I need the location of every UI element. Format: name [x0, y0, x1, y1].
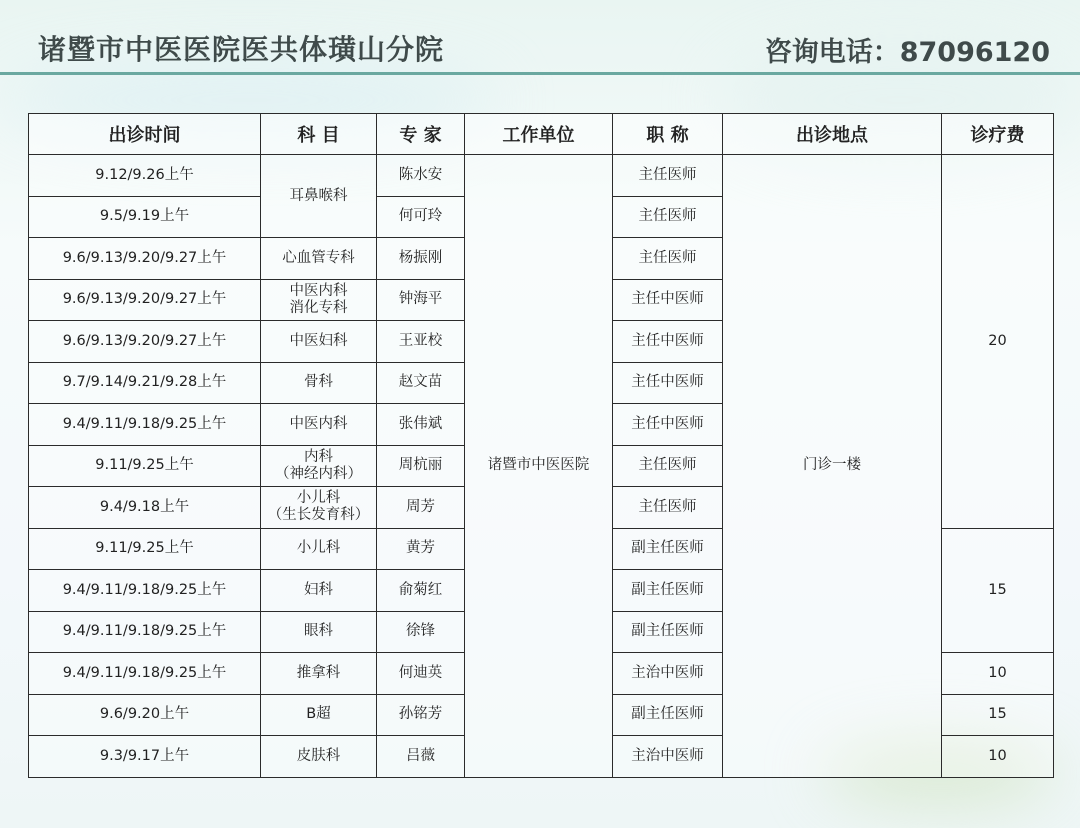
- title-cell: 主任医师: [613, 155, 723, 197]
- expert-cell: 陈水安: [377, 155, 465, 197]
- consult-phone: 咨询电话：87096120: [764, 37, 1050, 68]
- fee-cell: 10: [942, 736, 1054, 778]
- title-cell: 副主任医师: [613, 528, 723, 570]
- title-cell: 主任中医师: [613, 321, 723, 363]
- department-cell: 中医妇科: [261, 321, 377, 363]
- page-title: 诸暨市中医医院医共体璜山分院: [38, 33, 445, 66]
- title-cell: 副主任医师: [613, 694, 723, 736]
- expert-cell: 钟海平: [377, 279, 465, 321]
- page-header: [0, 0, 1080, 74]
- title-cell: 主任中医师: [613, 404, 723, 446]
- department-cell: [261, 487, 377, 529]
- department-cell: 妇科: [261, 570, 377, 612]
- expert-cell: 张伟斌: [377, 404, 465, 446]
- department-subline: （神经内科）: [275, 465, 362, 482]
- department-cell: 推拿科: [261, 653, 377, 695]
- time-cell: 9.11/9.25上午: [29, 528, 261, 570]
- time-cell: 9.5/9.19上午: [29, 196, 261, 238]
- expert-cell: 何可玲: [377, 196, 465, 238]
- schedule-table: [28, 113, 1054, 778]
- header-location: 出诊地点: [723, 114, 942, 155]
- fee-cell: 15: [942, 528, 1054, 653]
- title-cell: 主任医师: [613, 445, 723, 487]
- header-work-unit: 工作单位: [465, 114, 613, 155]
- time-cell: 9.4/9.11/9.18/9.25上午: [29, 404, 261, 446]
- expert-cell: 俞菊红: [377, 570, 465, 612]
- department-cell: 皮肤科: [261, 736, 377, 778]
- department-cell: 骨科: [261, 362, 377, 404]
- time-cell: 9.12/9.26上午: [29, 155, 261, 197]
- expert-cell: 何迪英: [377, 653, 465, 695]
- expert-cell: 赵文苗: [377, 362, 465, 404]
- table-row: [29, 155, 1054, 197]
- expert-cell: 吕薇: [377, 736, 465, 778]
- title-cell: 主治中医师: [613, 736, 723, 778]
- department-line: 小儿科: [296, 490, 341, 507]
- expert-cell: 王亚校: [377, 321, 465, 363]
- time-cell: 9.4/9.11/9.18/9.25上午: [29, 570, 261, 612]
- department-subline: 消化专科: [289, 299, 348, 316]
- department-cell: 小儿科: [261, 528, 377, 570]
- department-subline: （生长发育科）: [267, 507, 370, 524]
- department-cell: B超: [261, 694, 377, 736]
- time-cell: 9.6/9.13/9.20/9.27上午: [29, 279, 261, 321]
- title-cell: 主任医师: [613, 487, 723, 529]
- time-cell: 9.11/9.25上午: [29, 445, 261, 487]
- department-line: 中医内科: [289, 282, 348, 299]
- time-cell: 9.4/9.11/9.18/9.25上午: [29, 653, 261, 695]
- header-department: 科 目: [261, 114, 377, 155]
- header-expert: 专 家: [377, 114, 465, 155]
- department-line: 内科: [304, 448, 333, 465]
- title-cell: 副主任医师: [613, 611, 723, 653]
- expert-cell: 孙铭芳: [377, 694, 465, 736]
- expert-cell: 徐锋: [377, 611, 465, 653]
- expert-cell: 杨振刚: [377, 238, 465, 280]
- title-cell: 主任医师: [613, 238, 723, 280]
- work-unit-cell: 诸暨市中医医院: [465, 155, 613, 778]
- time-cell: 9.4/9.11/9.18/9.25上午: [29, 611, 261, 653]
- location-cell: 门诊一楼: [723, 155, 942, 778]
- expert-cell: 周芳: [377, 487, 465, 529]
- title-cell: 主治中医师: [613, 653, 723, 695]
- header-time: 出诊时间: [29, 114, 261, 155]
- time-cell: 9.3/9.17上午: [29, 736, 261, 778]
- department-cell: [261, 445, 377, 487]
- time-cell: 9.4/9.18上午: [29, 487, 261, 529]
- title-cell: 主任中医师: [613, 279, 723, 321]
- header-divider: [0, 72, 1080, 75]
- time-cell: 9.6/9.20上午: [29, 694, 261, 736]
- header-fee: 诊疗费: [942, 114, 1054, 155]
- department-cell: 眼科: [261, 611, 377, 653]
- department-cell: 中医内科: [261, 404, 377, 446]
- table-header-row: [29, 114, 1054, 155]
- expert-cell: 周杭丽: [377, 445, 465, 487]
- department-cell: 耳鼻喉科: [261, 155, 377, 238]
- department-cell: 心血管专科: [261, 238, 377, 280]
- header-title: 职 称: [613, 114, 723, 155]
- time-cell: 9.6/9.13/9.20/9.27上午: [29, 238, 261, 280]
- fee-cell: 15: [942, 694, 1054, 736]
- title-cell: 主任中医师: [613, 362, 723, 404]
- fee-cell: 20: [942, 155, 1054, 529]
- title-cell: 副主任医师: [613, 570, 723, 612]
- title-cell: 主任医师: [613, 196, 723, 238]
- time-cell: 9.7/9.14/9.21/9.28上午: [29, 362, 261, 404]
- fee-cell: 10: [942, 653, 1054, 695]
- expert-cell: 黄芳: [377, 528, 465, 570]
- time-cell: 9.6/9.13/9.20/9.27上午: [29, 321, 261, 363]
- department-cell: [261, 279, 377, 321]
